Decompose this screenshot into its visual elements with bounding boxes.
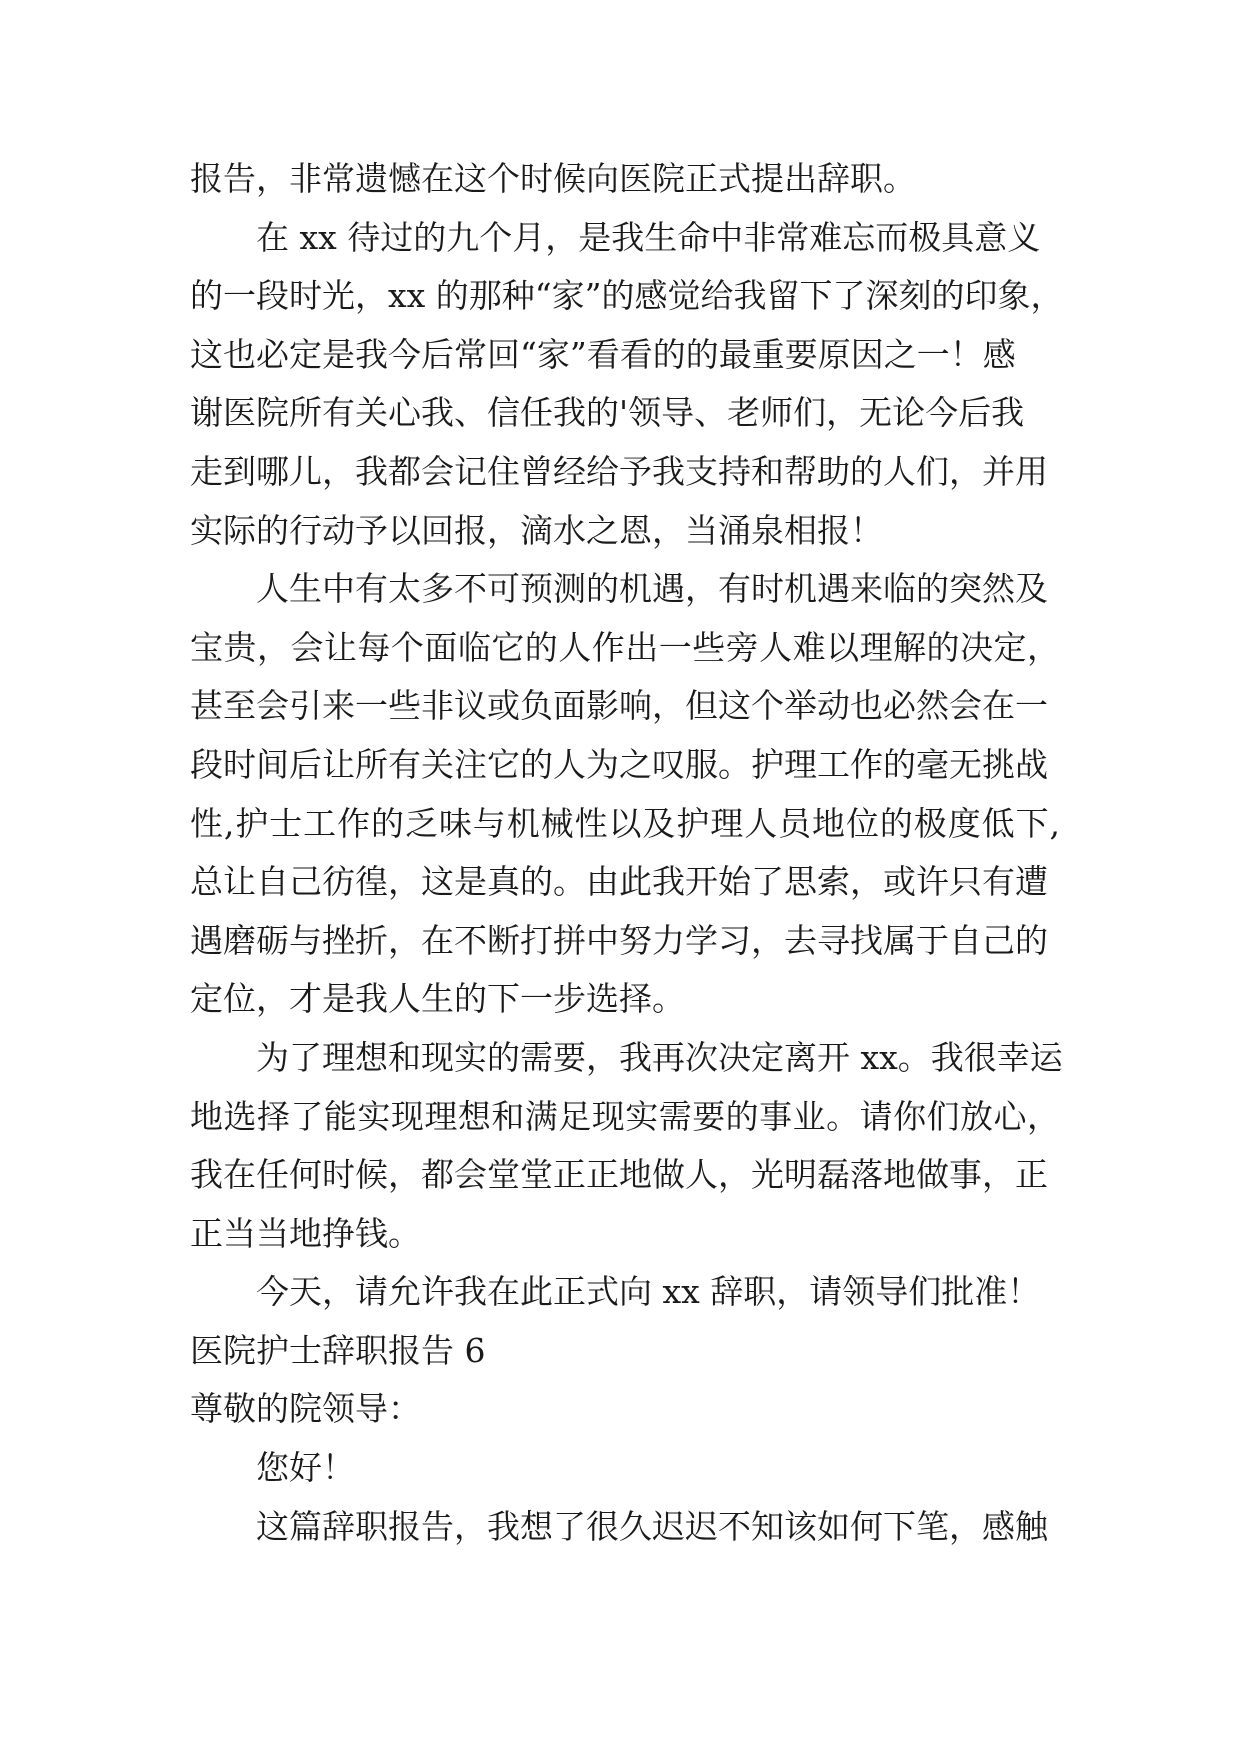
text-line: 这也必定是我今后常回“家”看看的的最重要原因之一！感 [190,334,1016,374]
text-line: 今天，请允许我在此正式向 xx 辞职，请领导们批准！ [256,1272,1041,1312]
text-line: 报告，非常遗憾在这个时候向医院正式提出辞职。 [190,159,916,198]
text-line: 走到哪儿，我都会记住曾经给予我支持和帮助的人们，并用 [190,451,1048,491]
document-body [190,150,1090,1556]
text-line: 人生中有太多不可预测的机遇，有时机遇来临的突然及 [256,569,1048,609]
text-line: 您好！ [256,1448,355,1488]
text-line: 定位，才是我人生的下一步选择。 [190,979,685,1019]
text-line: 医院护士辞职报告 6 [190,1330,486,1370]
text-line: 甚至会引来一些非议或负面影响，但这个举动也必然会在一 [190,686,1048,726]
text-line: 遇磨砺与挫折，在不断打拼中努力学习，去寻找属于自己的 [190,920,1048,960]
text-line: 尊敬的院领导： [190,1389,421,1429]
text-line: 这篇辞职报告，我想了很久迟迟不知该如何下笔，感触 [256,1506,1048,1546]
text-line: 性,护士工作的乏味与机械性以及护理人员地位的极度低下, [190,803,1060,843]
text-line: 总让自己彷徨，这是真的。由此我开始了思索，或许只有遭 [190,862,1048,902]
text-line: 地选择了能实现理想和满足现实需要的事业。请你们放心， [190,1096,1060,1136]
text-line: 宝贵，会让每个面临它的人作出一些旁人难以理解的决定， [190,627,1060,667]
text-line: 谢医院所有关心我、信任我的'领导、老师们，无论今后我 [190,393,1025,433]
text-line: 实际的行动予以回报，滴水之恩，当涌泉相报！ [190,510,883,550]
text-line: 我在任何时候，都会堂堂正正地做人，光明磊落地做事，正 [190,1155,1048,1195]
text-line: 正当当地挣钱。 [190,1213,421,1253]
text-line: 段时间后让所有关注它的人为之叹服。护理工作的毫无挑战 [190,744,1048,784]
text-line: 的一段时光，xx 的那种“家”的感觉给我留下了深刻的印象， [190,276,1064,316]
text-line: 在 xx 待过的九个月，是我生命中非常难忘而极具意义 [256,217,1041,257]
text-line: 为了理想和现实的需要，我再次决定离开 xx。我很幸运 [256,1037,1063,1077]
